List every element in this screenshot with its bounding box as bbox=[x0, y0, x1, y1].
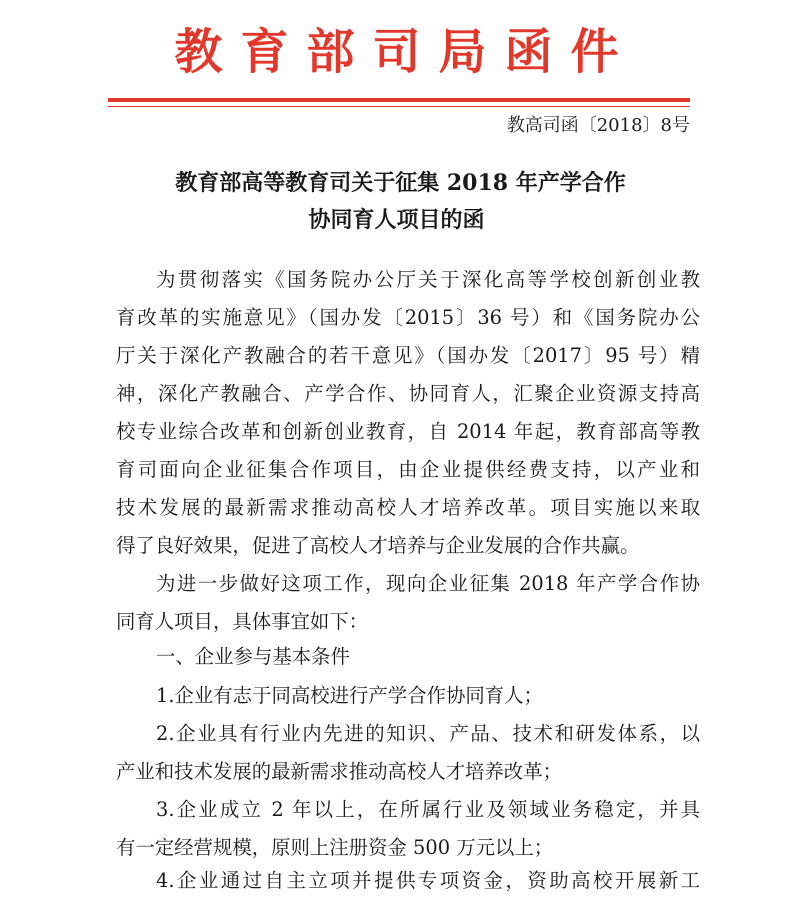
document-title-line-2: 协同育人项目的函 bbox=[308, 207, 485, 233]
masthead-rule-thick bbox=[108, 98, 690, 102]
list-item-continued: 有一定经营规模，原则上注册资金 500 万元以上； bbox=[116, 836, 554, 859]
document-number: 教高司函〔2018〕8号 bbox=[506, 115, 690, 136]
list-item: 2.企业具有行业内先进的知识、产品、技术和研发体系，以 bbox=[156, 722, 700, 745]
body-line: 育改革的实施意见》（国办发〔2015〕36 号）和《国务院办公 bbox=[116, 306, 700, 329]
body-line: 同育人项目，具体事宜如下： bbox=[116, 610, 369, 633]
body-line: 育司面向企业征集合作项目，由企业提供经费支持，以产业和 bbox=[116, 458, 700, 481]
masthead-rule-thin bbox=[108, 106, 690, 107]
list-item: 4.企业通过自主立项并提供专项资金，资助高校开展新工 bbox=[156, 869, 700, 892]
body-line: 校专业综合改革和创新创业教育，自 2014 年起，教育部高等教 bbox=[116, 420, 700, 443]
list-item-continued: 产业和技术发展的最新需求推动高校人才培养改革； bbox=[116, 760, 562, 783]
body-line: 为进一步做好这项工作，现向企业征集 2018 年产学合作协 bbox=[156, 572, 700, 595]
list-item: 3.企业成立 2 年以上，在所属行业及领域业务稳定，并具 bbox=[156, 798, 700, 821]
body-line: 为贯彻落实《国务院办公厅关于深化高等学校创新创业教 bbox=[156, 268, 700, 291]
body-line: 厅关于深化产教融合的若干意见》（国办发〔2017〕95 号）精 bbox=[116, 344, 700, 367]
body-line: 神，深化产教融合、产学合作、协同育人，汇聚企业资源支持高 bbox=[116, 382, 700, 405]
section-heading: 一、企业参与基本条件 bbox=[156, 645, 350, 668]
body-line: 得了良好效果，促进了高校人才培养与企业发展的合作共赢。 bbox=[116, 534, 640, 557]
document-title-line-1: 教育部高等教育司关于征集 2018 年产学合作 bbox=[175, 170, 626, 196]
masthead-title: 教育部司局函件 bbox=[174, 24, 637, 80]
body-line: 技术发展的最新需求推动高校人才培养改革。项目实施以来取 bbox=[116, 496, 700, 519]
list-item: 1.企业有志于同高校进行产学合作协同育人； bbox=[156, 684, 543, 707]
